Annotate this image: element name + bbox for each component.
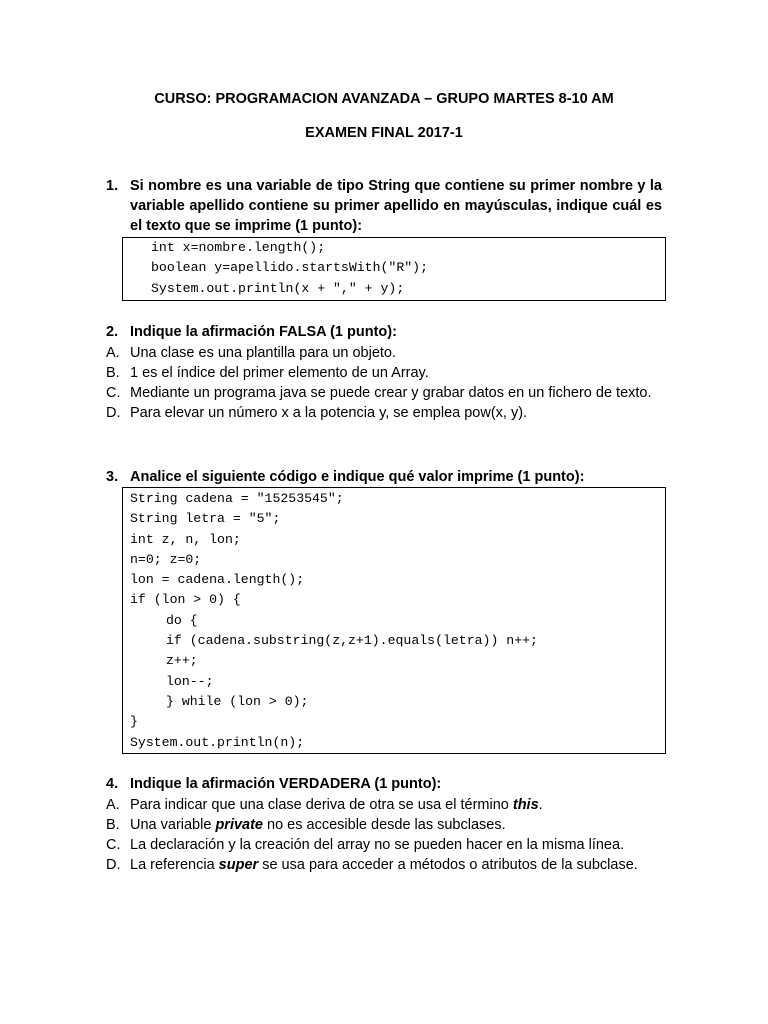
code-line: lon = cadena.length(); [130,572,305,588]
code-block-1 [122,237,666,301]
code-line: } while (lon > 0); [166,693,309,709]
option-keyword: super [218,857,259,873]
option-letter: C. [106,837,121,853]
question-4 [106,774,662,794]
option-letter: B. [106,817,120,833]
option-c [106,835,662,855]
question-text: Indique la afirmación VERDADERA (1 punto): [130,776,442,792]
option-letter: B. [106,365,120,381]
question-text: Si nombre es una variable de tipo String que contiene su primer nombre y la variable apellido contiene su primer apellido en mayúsculas, indique cuál es el texto que se imprime (1 punto): [130,178,662,234]
question-text: Indique la afirmación FALSA (1 punto): [130,324,397,340]
option-text-end: se usa para acceder a métodos o atributos de la subclase. [258,857,638,873]
option-b [106,815,662,835]
option-c [106,383,662,403]
code-line: z++; [166,653,198,669]
code-line: n=0; z=0; [130,551,202,567]
code-line: if (lon > 0) { [130,592,241,608]
code-line: int z, n, lon; [130,531,241,547]
question-number: 3. [106,469,119,485]
code-line: String letra = "5"; [130,511,281,527]
code-line: System.out.println(x + "," + y); [151,280,405,296]
code-line: lon--; [166,673,214,689]
exam-title: EXAMEN FINAL 2017-1 [305,125,463,141]
option-text: Una clase es una plantilla para un objeto. [130,345,397,361]
option-a [106,795,662,815]
option-d [106,403,662,423]
option-letter: D. [106,857,121,873]
question-number: 1. [106,178,119,194]
option-text: Mediante un programa java se puede crear y grabar datos en un fichero de texto. [130,385,652,401]
option-d [106,855,662,875]
option-text: Para elevar un número x a la potencia y, se emplea pow(x, y). [130,405,528,421]
course-title: CURSO: PROGRAMACION AVANZADA – GRUPO MARTES 8-10 AM [154,91,614,107]
code-line: boolean y=apellido.startsWith("R"); [151,260,428,276]
question-number: 4. [106,776,119,792]
code-line: int x=nombre.length(); [151,240,326,255]
code-line: System.out.println(n); [130,734,305,750]
code-block-2 [122,487,666,754]
option-letter: A. [106,797,120,813]
code-line: String cadena = "15253545"; [130,491,344,506]
code-line: } [130,714,138,730]
code-line: do { [166,612,198,628]
options-list [106,343,662,423]
option-keyword: this [512,797,539,813]
option-b [106,363,662,383]
question-number: 2. [106,324,119,340]
question-3 [106,467,662,487]
option-text: La referencia [130,857,219,873]
option-letter: A. [106,345,120,361]
option-text: La declaración y la creación del array no se pueden hacer en la misma línea. [130,837,625,853]
options-list [106,795,662,875]
option-letter: C. [106,385,121,401]
question-text: Analice el siguiente código e indique qué valor imprime (1 punto): [130,469,585,485]
option-text-end: . [538,797,543,813]
option-text-end: no es accesible desde las subclases. [263,817,506,833]
code-line: if (cadena.substring(z,z+1).equals(letra)) n++; [166,633,538,649]
option-text: Para indicar que una clase deriva de otra se usa el término [130,797,513,813]
option-a [106,343,662,363]
option-text: Una variable [130,817,216,833]
option-text: 1 es el índice del primer elemento de un Array. [130,365,429,381]
option-keyword: private [215,817,263,833]
option-letter: D. [106,405,121,421]
question-2 [106,322,662,342]
question-1 [106,176,662,236]
